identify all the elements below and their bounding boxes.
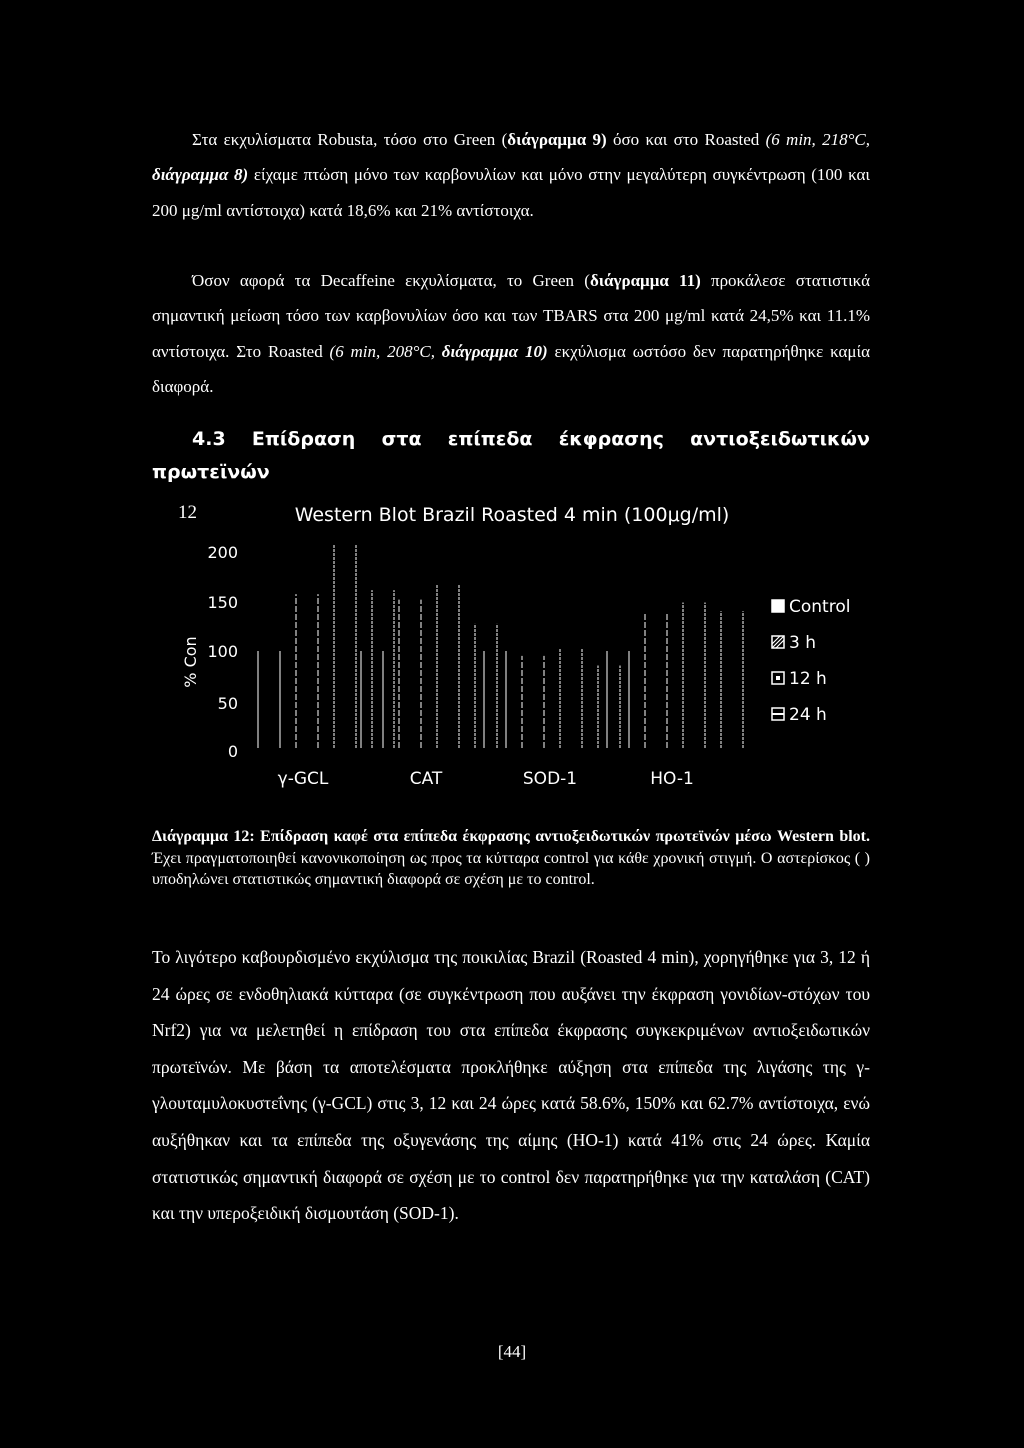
bar <box>296 594 318 748</box>
section-number: 4.3 <box>192 428 226 450</box>
bar-marks <box>258 545 743 748</box>
bar <box>683 603 705 749</box>
legend-label: 12 h <box>789 669 827 689</box>
figure-ref: διάγραμμα 11) <box>589 271 701 290</box>
text-run: όσο και στο Roasted <box>606 130 766 149</box>
x-tick-label: γ-GCL <box>277 769 329 789</box>
text-run: εκχύλισμα ωστόσο δεν παρατηρήθηκε καμία διαφορά. <box>152 341 870 397</box>
condition-text: (6 min, 208°C, <box>329 341 442 361</box>
chart-title: Western Blot Brazil Roasted 4 min (100μg/ml) <box>294 504 730 526</box>
paragraph-robusta <box>152 122 870 228</box>
figure-ref: διάγραμμα 9) <box>507 130 607 149</box>
bar <box>721 611 743 748</box>
figure-caption <box>152 826 870 891</box>
legend-label: 3 h <box>789 633 816 653</box>
text-run: προκάλεσε στατιστικά σημαντική μείωση τόσο των καρβονυλίων όσο και των TBARS στα 200 μg/ml κατά 24,5% και 11.1% αντίστοιχα. Στο Roasted <box>152 271 870 361</box>
bar <box>475 624 497 748</box>
y-tick-label: 50 <box>217 694 238 713</box>
bar <box>645 612 667 748</box>
legend-dot <box>776 676 780 680</box>
figure-ref: διάγραμμα 10) <box>441 341 548 361</box>
y-tick-label: 150 <box>207 593 238 612</box>
figure-number: 12 <box>178 502 197 523</box>
bar <box>399 600 421 748</box>
bar <box>258 651 280 748</box>
legend-label: Control <box>789 597 851 617</box>
text-run: Στα εκχυλίσματα Robusta, τόσο στο Green ( <box>192 130 508 149</box>
y-tick-label: 0 <box>227 742 238 761</box>
x-axis-ticks <box>278 769 694 789</box>
y-axis-label: % Con <box>181 636 200 688</box>
x-tick-label: CAT <box>409 769 443 789</box>
bar <box>522 656 544 748</box>
caption-label: Διάγραμμα 12: Επίδραση καφέ στα επίπεδα έκφρασης αντιοξειδωτικών πρωτεϊνών μέσω Western blot. <box>152 828 870 845</box>
caption-text: Έχει πραγματοποιηθεί κανονικοποίηση ως προς τα κύτταρα control για κάθε χρονική στιγμή. Ο αστερίσκος ( ) υποδηλώνει στατιστικώς σημαντική διαφορά σε σχέση με το control. <box>152 849 870 888</box>
text-run: Όσον αφορά τα Decaffeine εκχυλίσματα, το Green ( <box>192 271 590 290</box>
heading-word: Επίδραση <box>251 428 356 450</box>
legend-swatch <box>772 600 784 612</box>
page-number: [44] <box>497 1342 527 1361</box>
legend-label: 24 h <box>789 705 827 725</box>
bar <box>334 545 356 748</box>
x-tick-label: SOD-1 <box>522 769 578 789</box>
paragraph-brazil <box>152 939 870 1232</box>
section-heading <box>152 423 870 489</box>
heading-line-1 <box>152 423 870 456</box>
bar <box>598 666 620 748</box>
bar <box>560 649 582 748</box>
bar <box>484 651 506 748</box>
text-run: είχαμε πτώση μόνο των καρβονυλίων και μόνο στην μεγαλύτερη συγκέντρωση (100 και 200 μg/ml αντίστοιχα) κατά 18,6% και 21% αντίστοιχα. <box>152 165 870 220</box>
condition-text: (6 min, 218°C, <box>765 130 870 149</box>
y-tick-label: 200 <box>207 543 238 562</box>
legend <box>772 597 850 725</box>
heading-word: αντιοξειδωτικών <box>690 428 870 450</box>
figure-ref: διάγραμμα 8) <box>152 165 249 185</box>
y-tick-label: 100 <box>207 642 238 661</box>
y-axis-ticks <box>207 543 238 761</box>
bar <box>607 651 629 748</box>
heading-line-2: πρωτεϊνών <box>152 461 270 483</box>
heading-word: επίπεδα <box>447 428 533 450</box>
paragraph-decaf <box>152 263 870 405</box>
western-blot-chart <box>0 490 1024 820</box>
bar <box>437 585 459 748</box>
heading-word: στα <box>381 428 422 450</box>
paragraph-text: Το λιγότερο καβουρδισμένο εκχύλισμα της ποικιλίας Brazil (Roasted 4 min), χορηγήθηκε για 3, 12 ή 24 ώρες σε ενδοθηλιακά κύτταρα (σε συγκέντρωση που αυξάνει την έκφραση γονιδίων-στόχων του Nrf2) για να μελετηθεί η επίδραση του στα επίπεδα έκφρασης συγκεκριμένων αντιοξειδωτικών πρωτεϊνών. Με βάση τα αποτελέσματα προκλήθηκε αύξηση στα επίπεδα της λιγάσης της γ-γλουταμυλοκυστεΐνης (γ-GCL) στις 3, 12 και 24 ώρες κατά 58.6%, 150% και 62.7% αντίστοιχα, ενώ αυξήθηκαν και τα επίπεδα της οξυγενάσης της αίμης (HO-1) κατά 41% στις 24 ώρες. Καμία στατιστικώς σημαντική διαφορά σε σχέση με το control δεν παρατηρήθηκε για την καταλάση (CAT) και την υπεροξειδική δισμουτάση (SOD-1). <box>152 947 870 1224</box>
heading-word: έκφρασης <box>558 428 664 450</box>
x-tick-label: HO-1 <box>650 769 694 789</box>
